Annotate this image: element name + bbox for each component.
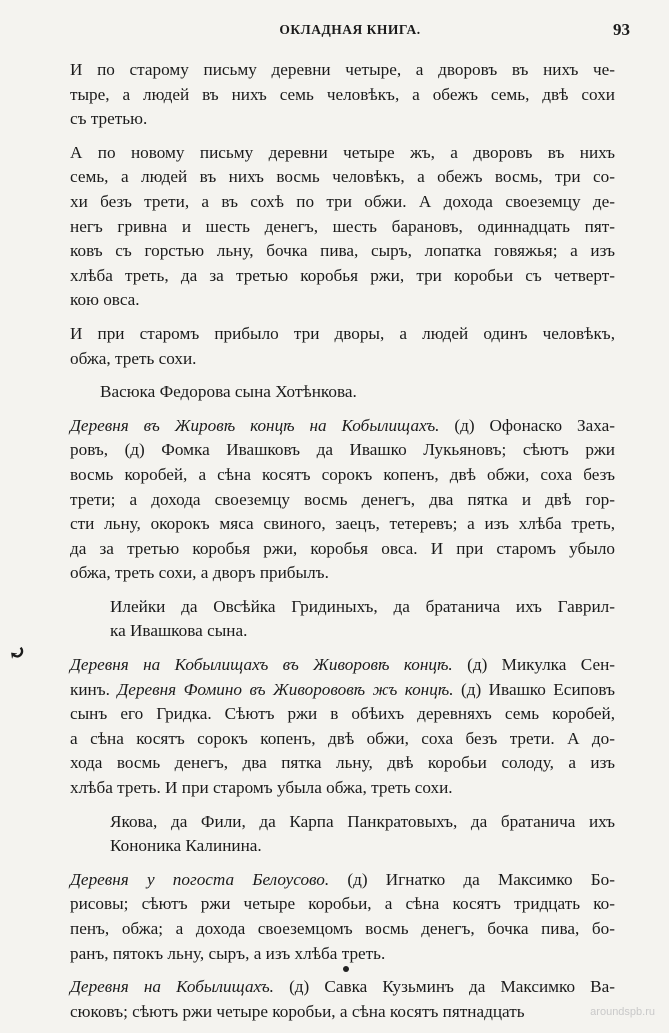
text-line: А по новому письму деревни четыре жъ, а дворовъ въ нихъ [70,142,615,162]
paragraph [70,322,615,371]
text-line: сти льну, окорокъ мяса свиного, заецъ, тетеревъ; а изъ хлѣба треть, [70,514,615,534]
text-line: Илейки да Овсѣйка Гридиныхъ, да братанича ихъ Гаврил- [110,596,615,616]
paragraph [70,58,615,132]
text-line: Якова, да Фили, да Карпа Панкратовыхъ, да братанича ихъ [110,811,615,831]
text-line: И при старомъ прибыло три дворы, а людей одинъ человѣкъ, [70,323,615,343]
text-line: Деревня въ Жировѣ концѣ на Кобылищахъ. (д) Офонаско Заха- [70,415,615,435]
margin-mark: ⤾ [8,640,27,666]
section-heading [110,810,615,859]
text-line: обжа, треть сохи, а дворъ прибылъ. [70,563,329,583]
text-line: Деревня у погоста Белоусово. (д) Игнатко да Максимко Бо- [70,869,615,889]
text-line: ка Ивашкова сына. [110,621,248,641]
paragraph [70,653,615,801]
text-line: съ третью. [70,109,148,129]
text-line: рисовы; сѣютъ ржи четыре коробьи, а сѣна косятъ тридцать ко- [70,894,615,914]
text-line: кою овса. [70,290,140,310]
running-title: ОКЛАДНАЯ КНИГА. [279,22,421,37]
page-header [70,22,630,46]
text-line: хлѣба треть. И при старомъ убыла обжа, треть сохи. [70,778,453,798]
text-line: ковъ съ горстью льну, бочка пива, сыръ, лопатка говяжья; а изъ [70,241,615,261]
text-line: Кононика Калинина. [110,836,262,856]
text-line: трети; а дохода своеземцу восмь денегъ, два пятка и двѣ гор- [70,489,615,509]
section-heading [110,595,615,644]
text-line: хода восмь денегъ, два пятка льну, двѣ коробьи солоду, а изъ [70,753,615,773]
paragraph [70,141,615,313]
paragraph [70,868,615,966]
watermark: aroundspb.ru [590,1006,655,1018]
page-number: 93 [613,20,630,39]
text-line: сынъ его Гридка. Сѣютъ ржи в обѣихъ деревняхъ семь коробей, [70,704,615,724]
ink-dot [343,966,349,972]
section-heading [100,380,615,405]
page-body [70,58,615,1033]
text-line: ранъ, пятокъ льну, сыръ, а изъ хлѣба треть. [70,943,386,963]
text-line: хи безъ трети, а въ сохѣ по три обжи. А дохода своеземцу де- [70,191,615,211]
text-line: кинъ. Деревня Фомино въ Живорововѣ жъ концѣ. (д) Ивашко Есиповъ [70,679,616,699]
text-line: Деревня на Кобылищахъ. (д) Савка Кузьминъ да Максимко Ва- [70,977,616,997]
text-line: негъ гривна и шесть денегъ, шесть барановъ, одиннадцать пят- [70,216,615,236]
text-line: семь, а людей въ нихъ восмь человѣкъ, а обежъ восмь, три со- [70,167,615,187]
text-line: ровъ, (д) Фомка Ивашковъ да Ивашко Лукьяновъ; сѣютъ ржи [70,440,615,460]
text-line: тыре, а людей въ нихъ семь человѣкъ, а обежъ семь, двѣ сохи [70,84,615,104]
text-line: восмь коробей, а сѣна косятъ сорокъ копенъ, двѣ обжи, соха безъ [70,464,615,484]
text-line: пенъ, обжа; а дохода своеземцомъ восмь денегъ, бочка пива, бо- [70,919,615,938]
text-line: Васюка Федорова сына Хотѣнкова. [100,382,357,402]
text-line: И по старому письму деревни четыре, а дворовъ въ нихъ че- [70,60,615,79]
text-line: Деревня на Кобылищахъ въ Живоровѣ концѣ. (д) Микулка Сен- [70,655,616,675]
text-line: сюковъ; сѣютъ ржи четыре коробьи, а сѣна косятъ пятнадцать [70,1001,525,1021]
text-line: обжа, треть сохи. [70,348,197,368]
paragraph [70,414,615,586]
text-line: да за третью коробья ржи, коробья овса. И при старомъ убыло [70,538,615,558]
text-line: а сѣна косятъ сорокъ копенъ, двѣ обжи, соха безъ трети. А до- [70,728,615,748]
text-line: хлѣба треть, да за третью коробья ржи, три коробьи съ четверт- [70,265,615,285]
paragraph [70,975,615,1024]
